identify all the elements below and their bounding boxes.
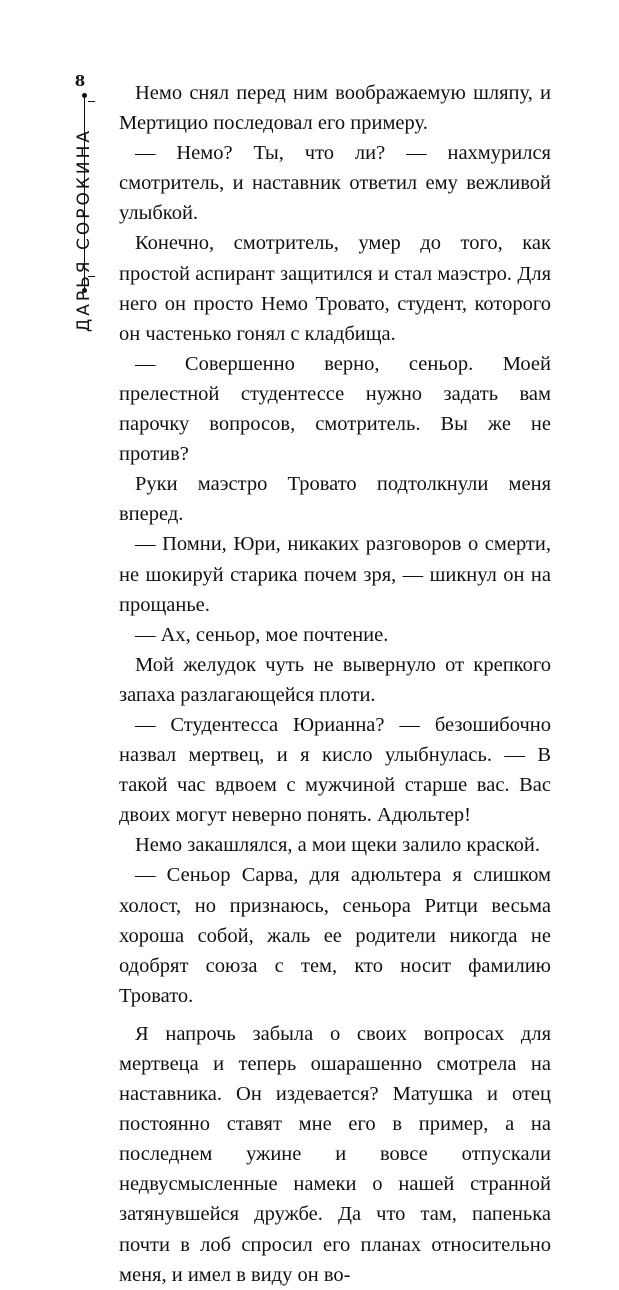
paragraph: — Совершенно верно, сеньор. Моей прелестной студентессе нужно задать вам парочку вопросов, смотритель. Вы же не против? <box>119 352 551 466</box>
running-head-author: ДАРЬЯ СОРОКИНА <box>74 127 94 333</box>
spine-dot-top <box>82 93 87 98</box>
paragraph: — Студентесса Юрианна? — безошибочно назвал мертвец, и я кисло улыбнулась. — В такой час вдвоем с мужчиной старше вас. Вас двоих могут неверно понять. Адюльтер! <box>119 713 551 827</box>
paragraph: Немо снял перед ним воображаемую шляпу, и Мертицио последовал его примеру. <box>119 82 551 135</box>
paragraph: Я напрочь забыла о своих вопросах для мертвеца и теперь ошарашенно смотрела на наставника. Он издевается? Матушка и отец постоянно ставят мне его в пример, а на последнем ужине и вовсе отпускали недвусмысленные намеки о нашей странной затянувшейся дружбе. Да что там, папенька почти в лоб спросил его планах относительно меня, и имел в виду он во- <box>119 1022 551 1286</box>
paragraph: — Сеньор Сарва, для адюльтера я слишком холост, но признаюсь, сеньора Ритци весьма хороша собой, жаль ее родители никогда не одобрят союза с тем, кто носит фамилию Тровато. <box>119 864 551 1007</box>
paragraph: Немо закашлялся, а мои щеки залило краской. <box>135 834 540 857</box>
paragraph: Мой желудок чуть не вывернуло от крепкого запаха разлагающейся плоти. <box>119 653 551 706</box>
paragraph: — Ах, сеньор, мое почтение. <box>135 623 389 646</box>
body-text <box>119 78 551 1290</box>
spine-tick-top <box>88 101 95 102</box>
paragraph: — Помни, Юри, никаких разговоров о смерти, не шокируй старика почем зря, — шикнул он на прощанье. <box>119 533 551 616</box>
paragraph: Конечно, смотритель, умер до того, как простой аспирант защитился и стал маэстро. Для него он просто Немо Тровато, студент, которого он частенько гонял с кладбища. <box>119 232 551 345</box>
page-number: 8 <box>74 72 86 90</box>
paragraph: Руки маэстро Тровато подтолкнули меня вперед. <box>119 473 551 526</box>
paragraph: — Немо? Ты, что ли? — нахмурился смотритель, и наставник ответил ему вежливой улыбкой. <box>119 142 551 225</box>
